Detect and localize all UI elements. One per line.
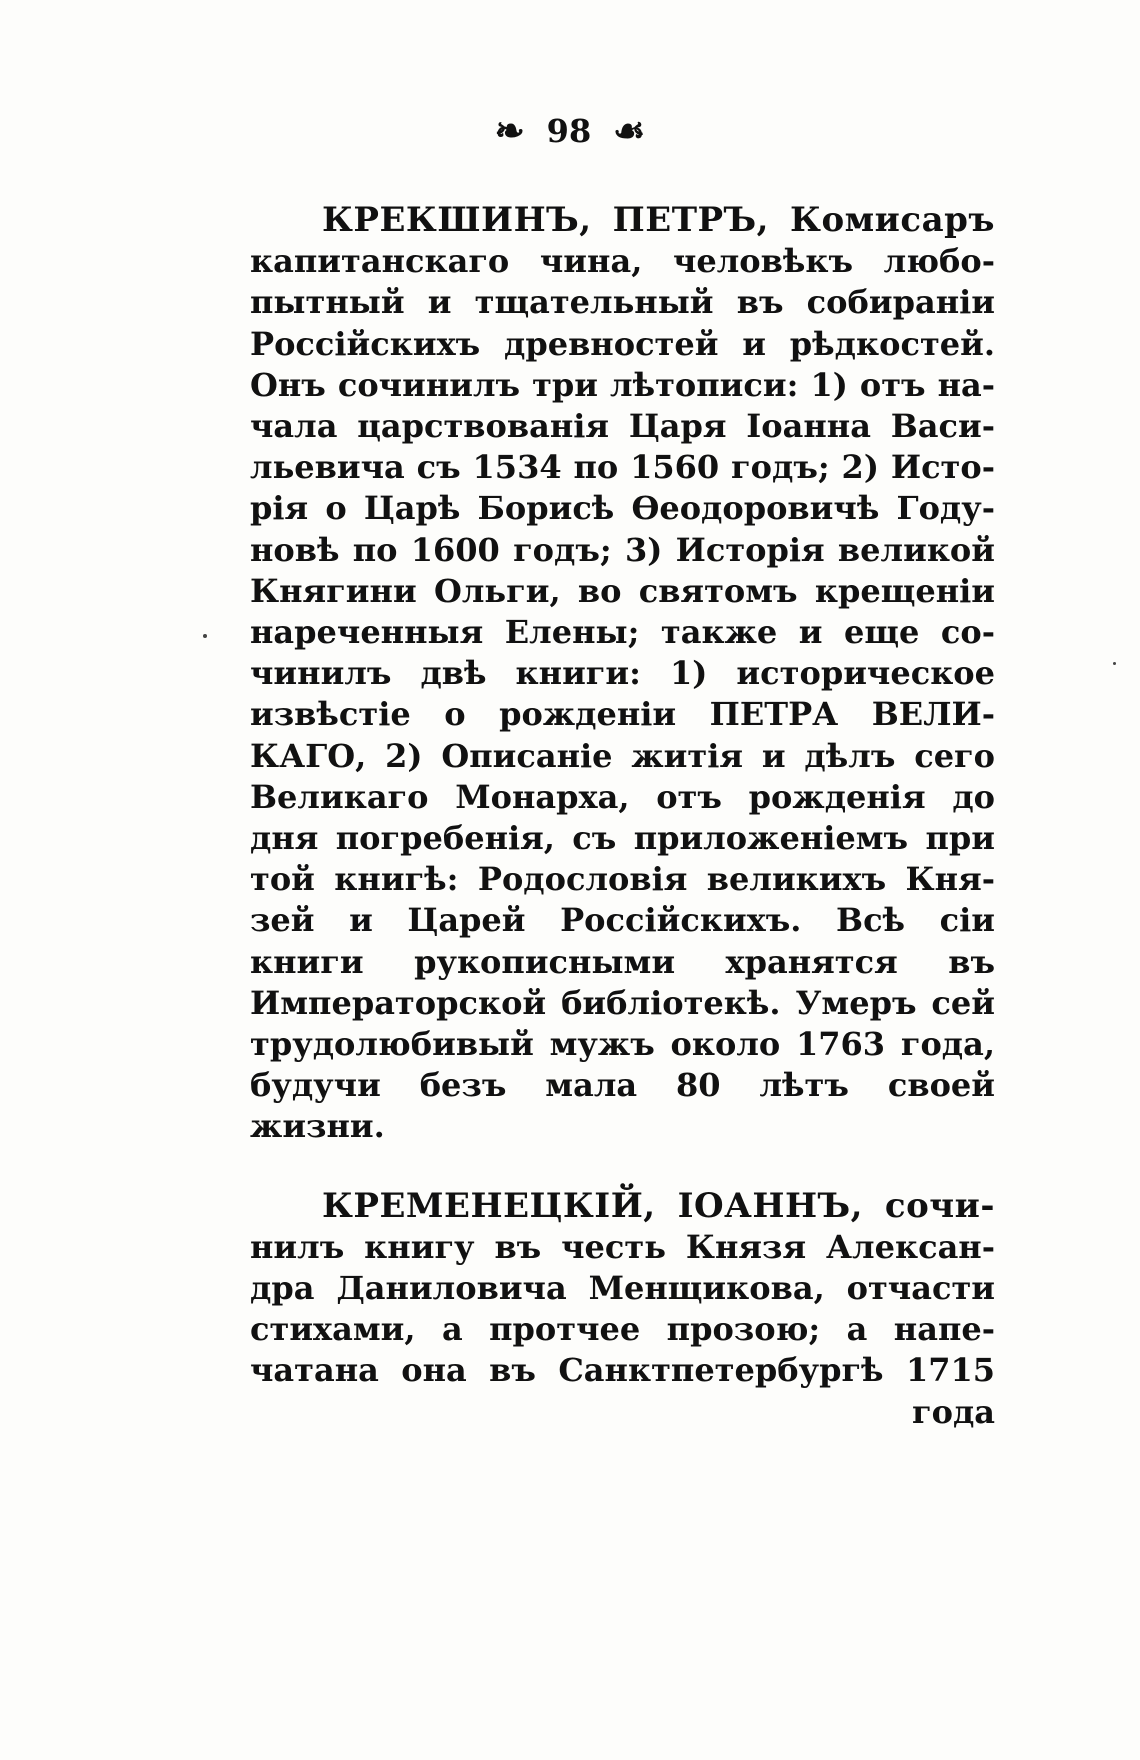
entry-line: нареченныя Елены; также и еще со- xyxy=(250,613,995,652)
entry-line: чинилъ двѣ книги: 1) историческое xyxy=(250,654,995,693)
entry-line: новѣ по 1600 годъ; 3) Исторiя великой xyxy=(250,530,995,569)
entry-line: Императорской библiотекѣ. Умеръ сей xyxy=(250,983,995,1022)
entry-line: жизни. xyxy=(250,1107,385,1146)
entry-line: чатана она въ Санктпетербургѣ 1715 xyxy=(250,1351,995,1390)
entry-line: извѣстiе о рожденiи ПЕТРА ВЕЛИ- xyxy=(250,695,995,734)
entry-line: книги рукописными хранятся въ xyxy=(250,942,995,981)
entry-line: дня погребенiя, съ приложенiемъ при xyxy=(250,819,995,858)
page-header xyxy=(0,110,1140,152)
entry-line: КРЕМЕНЕЦКIЙ, IОАННЪ, сочи- xyxy=(322,1185,995,1226)
entry-line: чала царствованiя Царя Iоанна Васи- xyxy=(250,407,995,446)
entry-kremeneckij xyxy=(250,1186,995,1433)
entry-line: рiя о Царѣ Борисѣ Ѳеодоровичѣ Году- xyxy=(250,489,995,528)
entry-line: капитанскаго чина, человѣкъ любо- xyxy=(250,242,995,281)
entry-line: трудолюбивый мужъ около 1763 года, xyxy=(250,1025,995,1064)
entry-line: зей и Царей Россiйскихъ. Всѣ сiи xyxy=(250,901,995,940)
entry-kreksin xyxy=(250,200,995,1148)
print-speck xyxy=(203,634,207,638)
entry-line: Великаго Монарха, отъ рожденiя до xyxy=(250,777,995,816)
entry-line: КАГО, 2) Описанiе житiя и дѣлъ сего xyxy=(250,736,995,775)
entry-line: КРЕКШИНЪ, ПЕТРЪ, Комисаръ xyxy=(322,200,995,240)
entry-line: нилъ книгу въ честь Князя Алексан- xyxy=(250,1227,995,1266)
entry-line: Княгини Ольги, во святомъ крещенiи xyxy=(250,571,995,610)
entry-line: пытный и тщательный въ собиранiи xyxy=(250,283,995,322)
page-number: 98 xyxy=(546,112,592,150)
entry-line: той книгѣ: Родословiя великихъ Кня- xyxy=(250,860,995,899)
entry-line: дра Даниловича Менщикова, отчасти xyxy=(250,1269,995,1308)
entry-line: льевича съ 1534 по 1560 годъ; 2) Исто- xyxy=(250,448,995,487)
right-ornament-icon: ☙ xyxy=(613,110,646,152)
entry-line: Онъ сочинилъ три лѣтописи: 1) отъ на- xyxy=(250,365,995,404)
entry-line: стихами, а протчее прозою; а напе- xyxy=(250,1310,995,1349)
page-content xyxy=(250,200,995,1433)
entry-line: Россiйскихъ древностей и рѣдкостей. xyxy=(250,324,995,363)
print-speck xyxy=(1113,662,1116,665)
catchword: года xyxy=(911,1392,995,1431)
entry-line: будучи безъ мала 80 лѣтъ своей xyxy=(250,1066,995,1105)
left-ornament-icon: ❧ xyxy=(494,110,525,152)
